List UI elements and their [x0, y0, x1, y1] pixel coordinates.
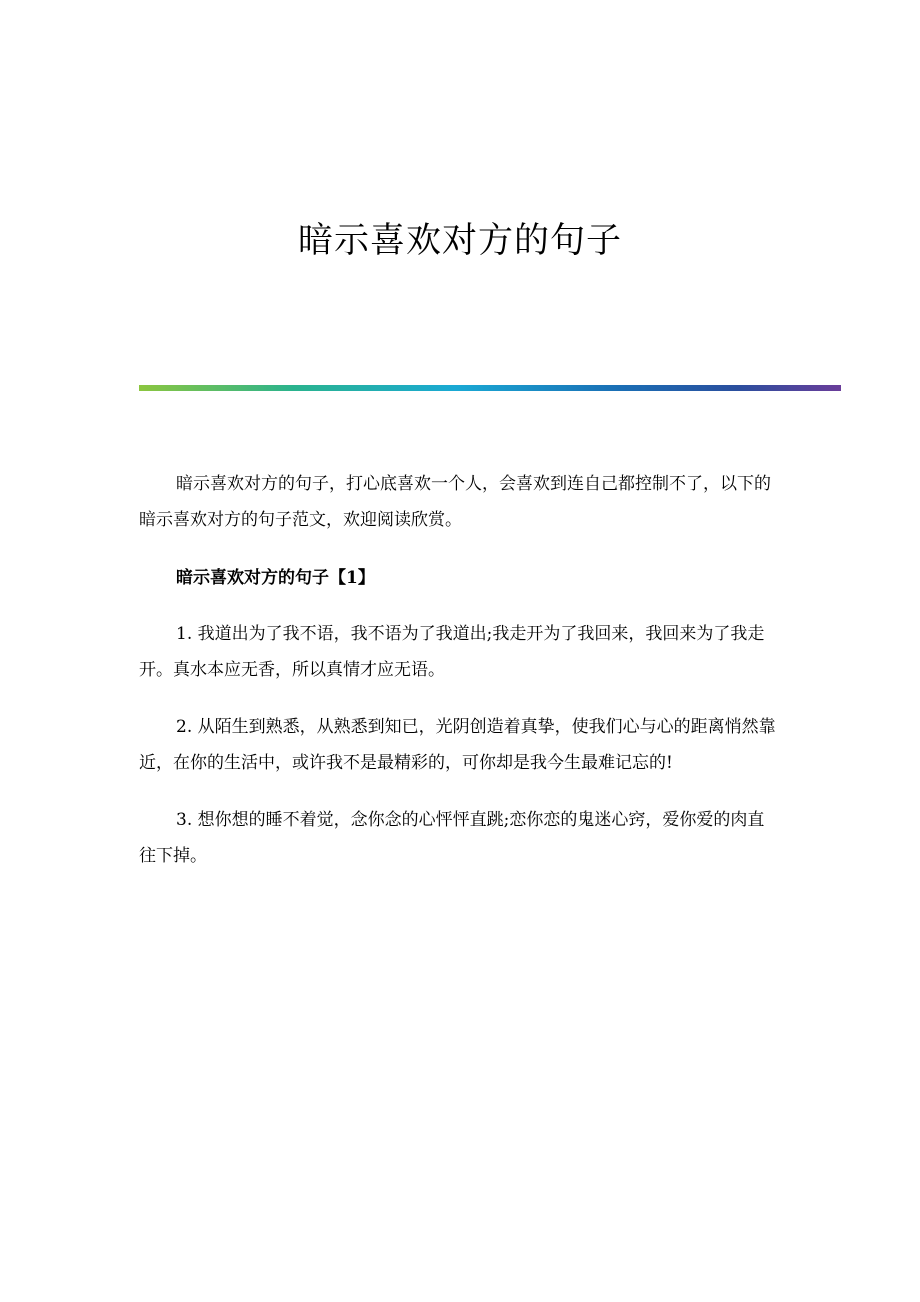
list-item: 2. 从陌生到熟悉，从熟悉到知已，光阴创造着真挚，使我们心与心的距离悄然靠近，在你的生活中，或许我不是最精彩的，可你却是我今生最难记忘的! [139, 717, 776, 773]
document-body [139, 466, 779, 895]
page-title: 暗示喜欢对方的句子 [297, 221, 622, 261]
list-item: 3. 想你想的睡不着觉，念你念的心怦怦直跳;恋你恋的鬼迷心窍，爱你爱的肉直往下掉。 [139, 810, 765, 866]
section-heading: 暗示喜欢对方的句子【1】 [176, 568, 375, 588]
list-item: 1. 我道出为了我不语，我不语为了我道出;我走开为了我回来，我回来为了我走开。真水本应无香，所以真情才应无语。 [139, 624, 765, 680]
intro-paragraph: 暗示喜欢对方的句子，打心底喜欢一个人，会喜欢到连自己都控制不了，以下的暗示喜欢对方的句子范文，欢迎阅读欣赏。 [139, 474, 771, 530]
gradient-divider [139, 385, 841, 391]
